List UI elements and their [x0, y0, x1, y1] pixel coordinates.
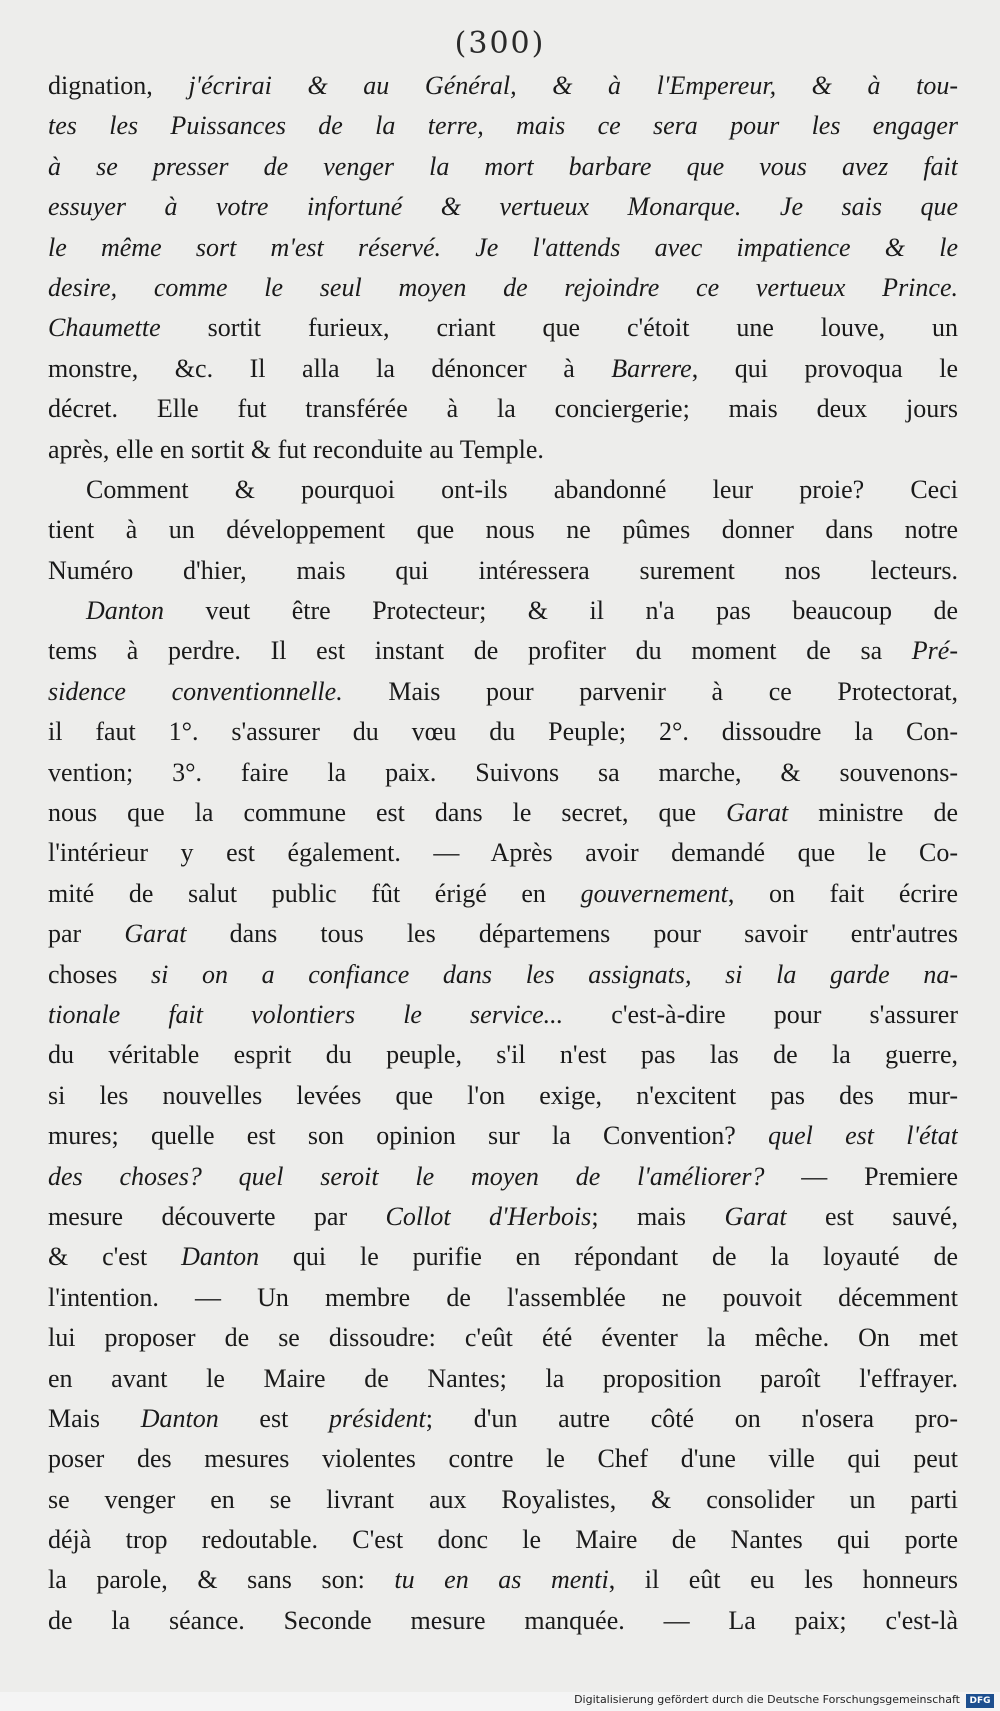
- text-line: [48, 712, 958, 752]
- text-segment: est sauvé,: [786, 1201, 958, 1231]
- text-line: [48, 591, 958, 631]
- text-segment: déjà trop redoutable. C'est donc le Maire de Nantes qui porte: [48, 1525, 958, 1555]
- italic-text-segment: gouvernement: [580, 878, 728, 908]
- text-segment: l'intention. — Un membre de l'assemblée ne pouvoit décemment: [48, 1282, 958, 1312]
- text-segment: tems à perdre. Il est instant de profiter du moment de sa: [48, 636, 912, 666]
- text-line: [48, 551, 958, 591]
- text-line: [48, 1197, 958, 1237]
- digitization-footer: [0, 1692, 1000, 1711]
- page-number: (300): [454, 26, 546, 61]
- text-line: [48, 1076, 958, 1116]
- italic-text-segment: Garat: [124, 919, 187, 949]
- text-segment: il faut 1°. s'assurer du vœu du Peuple; 2°. dissoudre la Con-: [48, 717, 958, 747]
- text-line: [48, 1237, 958, 1277]
- text-line: [48, 1560, 958, 1600]
- text-line: [48, 1278, 958, 1318]
- italic-text-segment: Danton: [140, 1403, 219, 1433]
- text-line: [48, 147, 958, 187]
- text-segment: c'est-à-dire pour s'assurer: [563, 999, 958, 1029]
- text-segment: décret. Elle fut transférée à la conciergerie; mais deux jours: [48, 394, 958, 424]
- text-line: [48, 430, 958, 470]
- text-segment: mesure découverte par: [48, 1201, 386, 1231]
- text-segment: Mais pour parvenir à ce Protectorat,: [342, 676, 958, 706]
- text-segment: du véritable esprit du peuple, s'il n'est pas las de la guerre,: [48, 1040, 958, 1070]
- text-segment: veut être Protecteur; & il n'a pas beaucoup de: [164, 596, 958, 626]
- text-line: [48, 1480, 958, 1520]
- italic-text-segment: Garat: [726, 798, 789, 828]
- text-segment: si les nouvelles levées que l'on exige, n'excitent pas des mur-: [48, 1080, 958, 1110]
- italic-text-segment: Collot d'Herbois: [385, 1201, 592, 1231]
- text-line: [48, 187, 958, 227]
- text-line: [48, 1399, 958, 1439]
- text-line: [48, 228, 958, 268]
- text-segment: de la séance. Seconde mesure manquée. — La paix; c'est-là: [48, 1605, 958, 1635]
- text-line: [48, 1035, 958, 1075]
- italic-text-segment: tes les Puissances de la terre, mais ce sera pour les engager: [48, 111, 958, 141]
- text-line: [48, 510, 958, 550]
- italic-text-segment: j'écrirai & au Général, & à l'Empereur, & à tou-: [188, 71, 958, 100]
- text-segment: l'intérieur y est également. — Après avoir demandé que le Co-: [48, 838, 958, 868]
- text-segment: , il eût eu les honneurs: [608, 1565, 958, 1595]
- text-segment: monstre, &c. Il alla la dénoncer à: [48, 353, 612, 383]
- text-segment: après, elle en sortit & fut reconduite au Temple.: [48, 434, 544, 464]
- italic-text-segment: Danton: [181, 1242, 260, 1272]
- text-segment: sortit furieux, criant que c'étoit une louve, un: [160, 313, 958, 343]
- text-segment: nous que la commune est dans le secret, que: [48, 798, 727, 828]
- text-segment: mures; quelle est son opinion sur la Convention?: [48, 1121, 769, 1151]
- text-line: [48, 349, 958, 389]
- body-text: [48, 66, 958, 1641]
- text-segment: , qui provoqua le: [691, 353, 958, 383]
- text-line: [48, 1116, 958, 1156]
- text-line: [48, 1601, 958, 1641]
- italic-text-segment: président: [329, 1403, 426, 1433]
- text-line: [48, 874, 958, 914]
- italic-text-segment: Barrere: [611, 353, 692, 383]
- text-segment: la parole, & sans son:: [48, 1565, 395, 1595]
- text-line: [48, 1520, 958, 1560]
- text-segment: dans tous les départemens pour savoir entr'autres: [186, 919, 958, 949]
- text-segment: qui le purifie en répondant de la loyauté de: [259, 1242, 958, 1272]
- text-line: [48, 308, 958, 348]
- text-segment: & c'est: [48, 1242, 182, 1272]
- text-line: [48, 1318, 958, 1358]
- italic-text-segment: tu en as menti: [394, 1565, 609, 1595]
- italic-text-segment: si on a confiance dans les assignats, si la garde na-: [150, 959, 958, 989]
- text-segment: ; d'un autre côté on n'osera pro-: [425, 1403, 958, 1433]
- italic-text-segment: Pré-: [911, 636, 958, 666]
- italic-text-segment: des choses? quel seroit le moyen de l'améliorer?: [48, 1161, 765, 1191]
- text-line: [48, 833, 958, 873]
- italic-text-segment: sidence conventionnelle.: [48, 676, 343, 706]
- text-line: [48, 793, 958, 833]
- text-segment: par: [48, 919, 125, 949]
- text-line: [48, 672, 958, 712]
- italic-text-segment: desire, comme le seul moyen de rejoindre ce vertueux Prince.: [48, 272, 958, 302]
- text-segment: mité de salut public fût érigé en: [48, 878, 581, 908]
- text-line: [48, 1359, 958, 1399]
- italic-text-segment: tionale fait volontiers le service...: [48, 999, 564, 1029]
- text-line: [48, 955, 958, 995]
- text-segment: Numéro d'hier, mais qui intéressera surement nos lecteurs.: [48, 555, 958, 585]
- text-segment: vention; 3°. faire la paix. Suivons sa marche, & souvenons-: [48, 757, 958, 787]
- italic-text-segment: le même sort m'est réservé. Je l'attends avec impatience & le: [48, 232, 958, 262]
- text-segment: choses: [48, 959, 151, 989]
- text-line: [48, 106, 958, 146]
- text-segment: ; mais: [591, 1201, 725, 1231]
- text-segment: ministre de: [788, 798, 958, 828]
- text-segment: Mais: [48, 1403, 141, 1433]
- footer-credit: Digitalisierung gefördert durch die Deutsche Forschungsgemeinschaft: [574, 1693, 960, 1706]
- text-segment: — Premiere: [764, 1161, 958, 1191]
- italic-text-segment: quel est l'état: [768, 1121, 958, 1151]
- text-line: [48, 631, 958, 671]
- italic-text-segment: Garat: [724, 1201, 787, 1231]
- text-line: [48, 995, 958, 1035]
- text-segment: dignation,: [48, 71, 189, 100]
- text-line: [48, 470, 958, 510]
- italic-text-segment: Chaumette: [48, 313, 161, 343]
- text-segment: se venger en se livrant aux Royalistes, & consolider un parti: [48, 1484, 958, 1514]
- text-line: [48, 753, 958, 793]
- text-segment: poser des mesures violentes contre le Chef d'une ville qui peut: [48, 1444, 958, 1474]
- italic-text-segment: essuyer à votre infortuné & vertueux Monarque. Je sais que: [48, 192, 958, 222]
- text-segment: lui proposer de se dissoudre: c'eût été éventer la mêche. On met: [48, 1323, 958, 1353]
- text-line: [48, 1439, 958, 1479]
- dfg-logo-icon: DFG: [966, 1694, 994, 1708]
- text-line: [48, 66, 958, 106]
- text-segment: est: [218, 1403, 329, 1433]
- italic-text-segment: Danton: [86, 596, 164, 626]
- text-line: [48, 389, 958, 429]
- text-segment: en avant le Maire de Nantes; la proposition paroît l'effrayer.: [48, 1363, 958, 1393]
- text-segment: , on fait écrire: [727, 878, 958, 908]
- text-line: [48, 1157, 958, 1197]
- text-line: [48, 268, 958, 308]
- italic-text-segment: à se presser de venger la mort barbare que vous avez fait: [48, 151, 958, 181]
- text-segment: Comment & pourquoi ont-ils abandonné leur proie? Ceci: [86, 474, 958, 504]
- text-segment: tient à un développement que nous ne pûmes donner dans notre: [48, 515, 958, 545]
- text-line: [48, 914, 958, 954]
